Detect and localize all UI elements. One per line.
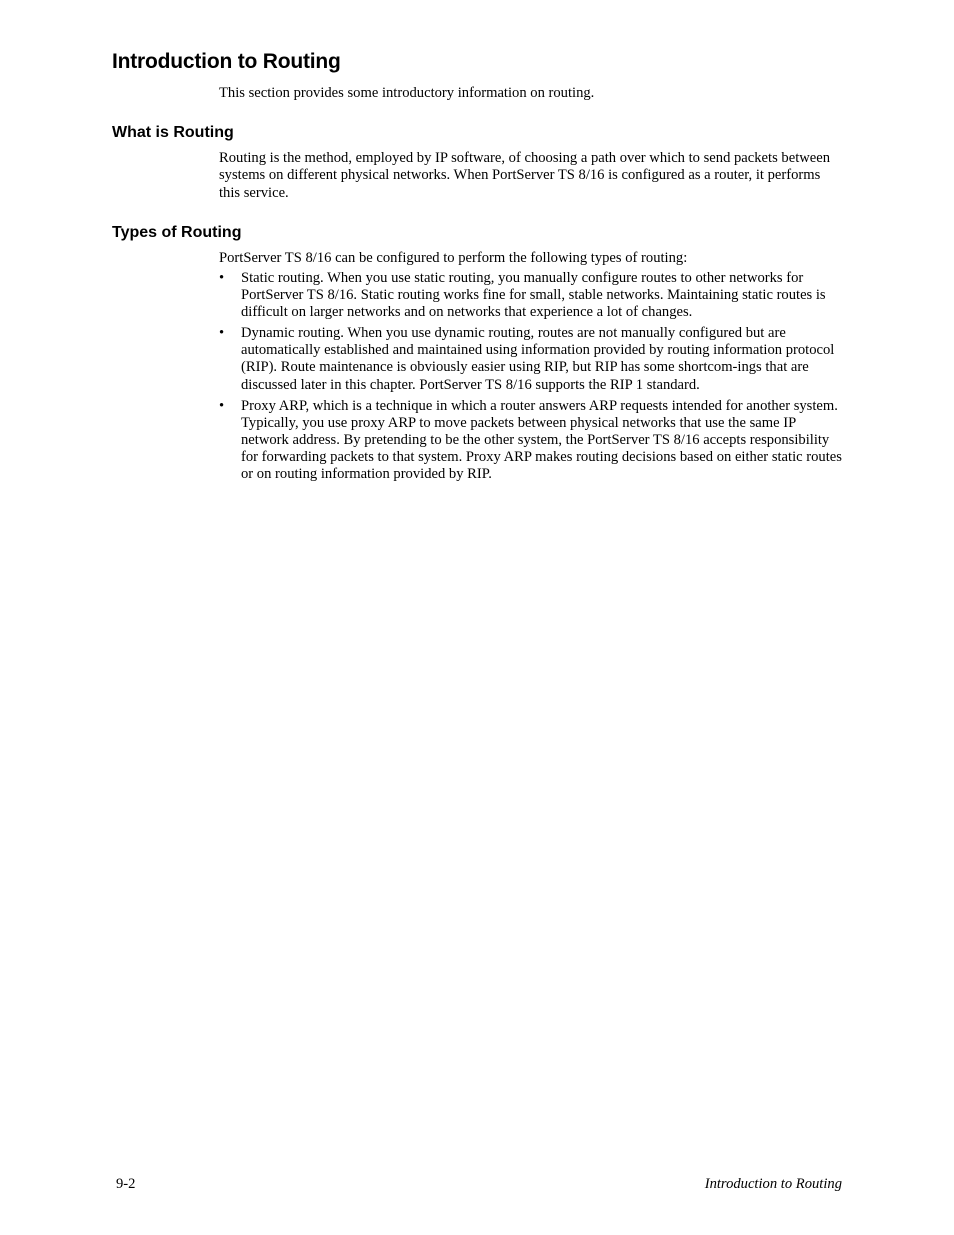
page-number: 9-2 — [116, 1176, 136, 1192]
list-item — [219, 398, 844, 483]
list-item-text: Dynamic routing. When you use dynamic routing, routes are not manually configured but are automatically established and maintained using information provided by routing information protocol (RIP). Route maintenance is obviously easier using RIP, but RIP has some shortcom-ings that are discussed later in this chapter. PortServer TS 8/16 supports the RIP 1 standard. — [241, 325, 835, 393]
bullet-icon: • — [219, 397, 225, 414]
routing-types-list — [219, 270, 844, 487]
list-item — [219, 325, 844, 393]
types-of-routing-paragraph: PortServer TS 8/16 can be configured to perform the following types of routing: — [219, 250, 688, 266]
list-item-text: Static routing. When you use static routing, you manually configure routes to other networks for PortServer TS 8/16. Static routing works fine for small, stable networks. Maintaining static routes is difficult on larger networks and on networks that experience a lot of changes. — [241, 270, 826, 321]
footer-chapter-title: Introduction to Routing — [704, 1176, 842, 1192]
list-item-text: Proxy ARP, which is a technique in which a router answers ARP requests intended for another system. Typically, you use proxy ARP to move packets between physical networks that use the same IP network address. By pretending to be the other system, the PortServer TS 8/16 accepts responsibility for forwarding packets to that system. Proxy ARP makes routing decisions based on either static routes or on routing information provided by RIP. — [241, 397, 842, 483]
section-heading-what-is-routing: What is Routing — [112, 124, 234, 141]
what-is-routing-paragraph: Routing is the method, employed by IP software, of choosing a path over which to send packets between systems on different physical networks. When PortServer TS 8/16 is configured as a router, it performs this service. — [219, 150, 831, 201]
bullet-icon: • — [219, 270, 225, 286]
intro-paragraph: This section provides some introductory information on routing. — [219, 85, 595, 101]
list-item — [219, 270, 844, 321]
section-heading-types-of-routing: Types of Routing — [112, 224, 242, 241]
page-title: Introduction to Routing — [112, 50, 341, 73]
bullet-icon: • — [219, 325, 225, 342]
